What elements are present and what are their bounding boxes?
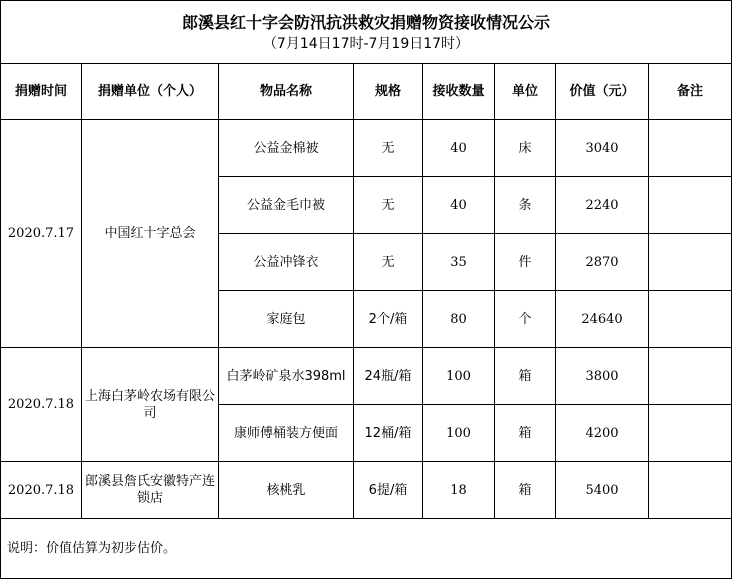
item-value: 3040: [556, 120, 649, 177]
item-qty: 18: [423, 462, 495, 519]
item-unit: 个: [495, 291, 556, 348]
item-value: 2870: [556, 234, 649, 291]
header-row: [1, 64, 732, 120]
item-qty: 40: [423, 120, 495, 177]
item-remark: [649, 405, 732, 462]
item-remark: [649, 234, 732, 291]
donation-date: 2020.7.18: [1, 348, 82, 462]
item-name: 公益冲锋衣: [219, 234, 354, 291]
donation-date: 2020.7.18: [1, 462, 82, 519]
item-spec: 12桶/箱: [354, 405, 423, 462]
item-value: 24640: [556, 291, 649, 348]
item-value: 4200: [556, 405, 649, 462]
item-qty: 100: [423, 348, 495, 405]
item-remark: [649, 291, 732, 348]
title-cell: [1, 1, 732, 64]
item-name: 公益金毛巾被: [219, 177, 354, 234]
col-header-date: 捐赠时间: [1, 64, 82, 120]
col-header-remark: 备注: [649, 64, 732, 120]
col-header-unit: 单位: [495, 64, 556, 120]
item-spec: 无: [354, 234, 423, 291]
item-name: 核桃乳: [219, 462, 354, 519]
item-remark: [649, 462, 732, 519]
item-qty: 100: [423, 405, 495, 462]
col-header-qty: 接收数量: [423, 64, 495, 120]
item-spec: 6提/箱: [354, 462, 423, 519]
donor-name: 中国红十字总会: [82, 120, 219, 348]
col-header-item: 物品名称: [219, 64, 354, 120]
table-row: [1, 348, 732, 405]
item-unit: 床: [495, 120, 556, 177]
item-spec: 24瓶/箱: [354, 348, 423, 405]
item-remark: [649, 348, 732, 405]
table-row: [1, 120, 732, 177]
item-qty: 40: [423, 177, 495, 234]
item-value: 3800: [556, 348, 649, 405]
item-unit: 箱: [495, 348, 556, 405]
item-qty: 35: [423, 234, 495, 291]
donor-name: 郎溪县詹氏安徽特产连锁店: [82, 462, 219, 519]
donor-name: 上海白茅岭农场有限公司: [82, 348, 219, 462]
item-unit: 件: [495, 234, 556, 291]
item-qty: 80: [423, 291, 495, 348]
item-value: 2240: [556, 177, 649, 234]
item-spec: 2个/箱: [354, 291, 423, 348]
item-spec: 无: [354, 177, 423, 234]
item-remark: [649, 120, 732, 177]
item-spec: 无: [354, 120, 423, 177]
item-unit: 箱: [495, 405, 556, 462]
donation-date: 2020.7.17: [1, 120, 82, 348]
item-name: 白茅岭矿泉水398ml: [219, 348, 354, 405]
col-header-value: 价值（元）: [556, 64, 649, 120]
footnote: 说明：价值估算为初步估价。: [1, 519, 732, 579]
item-unit: 条: [495, 177, 556, 234]
item-value: 5400: [556, 462, 649, 519]
page-subtitle: （7月14日17时-7月19日17时）: [262, 36, 470, 52]
item-unit: 箱: [495, 462, 556, 519]
col-header-spec: 规格: [354, 64, 423, 120]
page-title: 郎溪县红十字会防汛抗洪救灾捐赠物资接收情况公示: [181, 13, 550, 32]
col-header-donor: 捐赠单位（个人）: [82, 64, 219, 120]
item-name: 康师傅桶装方便面: [219, 405, 354, 462]
item-remark: [649, 177, 732, 234]
table-row: [1, 462, 732, 519]
item-name: 公益金棉被: [219, 120, 354, 177]
item-name: 家庭包: [219, 291, 354, 348]
